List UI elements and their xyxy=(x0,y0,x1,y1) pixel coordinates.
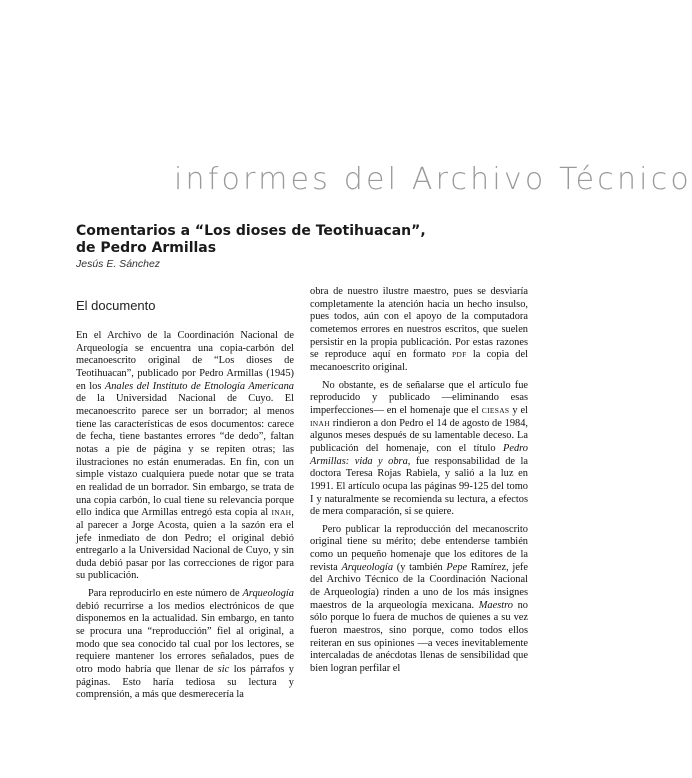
text-run: , al parecer a Jorge Acosta, quien a la sazón era el jefe inmediato de don Pedro; el original debió entregarlo a la Universidad Nacional de Cuyo, y sin duda debió pasar por las correcciones de rigor para su publicación. xyxy=(76,507,294,582)
text-run: , fue responsabilidad de la doctora Teresa Rojas Rabiela, y salió a la luz en 1991. El artículo ocupa las páginas 99-125 del tomo I y naturalmente se recomienda su lectura, a efectos de mera comparación, si se quiere. xyxy=(310,455,528,518)
text-run: No obstante, es de señalarse que el artículo fue reproducido y publicado —eliminando esas imperfecciones— en el homenaje que el xyxy=(310,379,528,416)
text-run: los párrafos y páginas. Esto haría tediosa su lectura y comprensión, a más que desmerecería la xyxy=(76,664,294,701)
text-run: En el Archivo de la Coordinación Nacional de Arqueología se encuentra una copia-carbón del mecanoescrito original de “Los dioses de Teotihuacan”, publicado por Pedro Armillas (1945) en los xyxy=(76,330,294,392)
text-run: obra de nuestro ilustre maestro, pues se desviaría completamente la atención hacia un hecho insulso, pues todos, aún con el apoyo de la computadora cometemos errores en nuestros escritos, que suelen persistir en la propia publicación. Por estas razones se reproduce aquí en formato xyxy=(310,286,528,361)
text-run: Pero publicar la reproducción del mecanoscrito original tiene su mérito; debe entenderse también como un pequeño homenaje que los editores de la revista xyxy=(310,523,528,573)
text-run: la copia del mecanoescrito original. xyxy=(310,349,528,373)
italic-title: Arqueología xyxy=(341,561,394,573)
article-title xyxy=(76,223,516,257)
text-run: debió recurrirse a los medios electrónicos de que disponemos en la actualidad. Sin embargo, en tanto se procura una “reproducción” fiel al original, a modo que sea conocido tal cual por los lectores, se requiere mantener los errores señalados, pues de otro modo habría que llenar de xyxy=(76,600,294,676)
article-title-line1: Comentarios a “Los dioses de Teotihuacan”, xyxy=(76,223,426,239)
italic-title: Arqueología xyxy=(242,588,294,600)
italic-word: Maestro xyxy=(478,599,513,611)
italic-word: sic xyxy=(217,664,230,676)
section-heading: El documento xyxy=(76,298,156,313)
section-header: informes del Archivo Técnico xyxy=(174,162,692,197)
acronym: PDF xyxy=(451,350,467,360)
text-run: Para reproducirlo en este número de xyxy=(88,588,243,600)
text-run: Ramírez, jefe del Archivo Técnico de la Coordinación Nacional de Arqueología) rinden a uno de los más insignes maestros de la arqueología mexicana. xyxy=(310,561,529,611)
paragraph xyxy=(310,286,528,375)
italic-title: Pedro Armillas: vida y obra xyxy=(310,442,528,467)
left-column xyxy=(76,286,294,707)
text-run: (y también xyxy=(393,561,447,573)
italic-word: Pepe xyxy=(446,561,468,573)
paragraph xyxy=(76,330,294,583)
acronym: CIESAS xyxy=(481,405,510,415)
paragraph xyxy=(310,380,528,519)
text-run: no sólo porque lo fuera de muchos de quienes a su vez fueron maestros, sino porque, como todos ellos reiteran en sus opiniones —a veces inevitablemente intercaladas de anécdotas llenas de sensibilidad que bien logran perfilar el xyxy=(310,599,528,675)
paragraph xyxy=(76,588,294,702)
right-column xyxy=(310,286,528,681)
text-run: rindieron a don Pedro el 14 de agosto de 1984, algunos meses después de su lamentable deceso. La publicación del homenaje, con el título xyxy=(310,417,528,454)
paragraph xyxy=(310,524,528,676)
article-author: Jesús E. Sánchez xyxy=(76,258,161,270)
acronym: INAH xyxy=(271,508,292,518)
italic-title: Anales del Instituto de Etnología Americana xyxy=(104,380,294,392)
acronym: INAH xyxy=(310,418,330,428)
text-run: de la Universidad Nacional de Cuyo. El mecanoescrito parece ser un borrador; al menos tiene las características de esos documentos: carece de fecha, tiene bastantes errores “de dedo”, faltan notas a pie de página y se repiten otras; las ilustraciones no están enumeradas. En fin, con un simple vistazo cualquiera puede notar que se trata en realidad de un borrador. Sin embargo, se trata de una copia carbón, lo cual tiene su relevancia porque ello indica que Armillas entregó esta copia al xyxy=(76,393,294,519)
article-title-line2: de Pedro Armillas xyxy=(76,240,217,256)
text-run: y el xyxy=(509,404,529,416)
